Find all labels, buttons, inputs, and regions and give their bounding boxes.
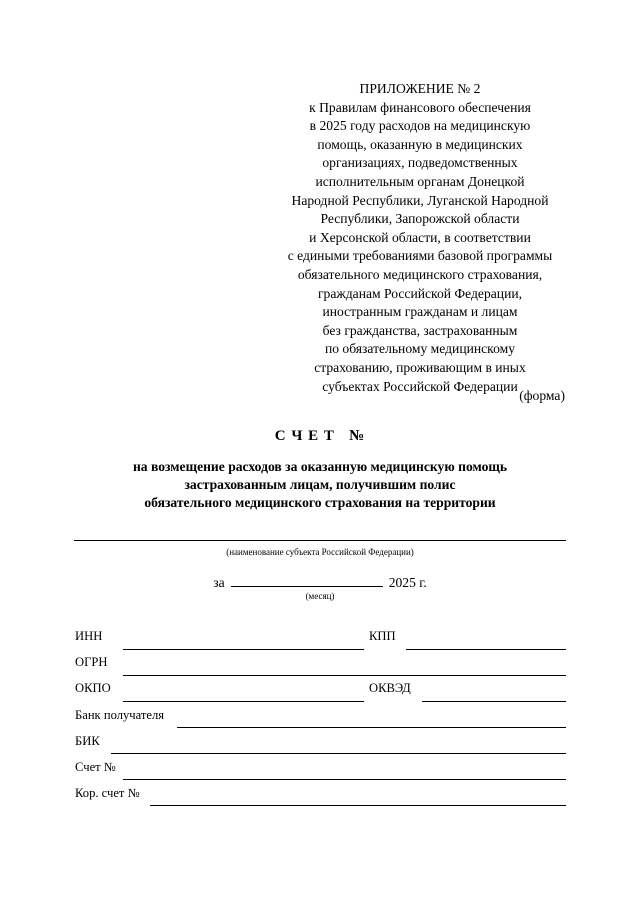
okpo-label: ОКПО — [75, 681, 111, 695]
kpp-label: КПП — [369, 629, 396, 643]
period-suffix: 2025 г. — [388, 575, 427, 590]
ogrn-label: ОГРН — [75, 655, 108, 669]
account-label: Счет № — [75, 760, 116, 774]
month-input-line[interactable] — [231, 572, 383, 587]
appendix-line: с едиными требованиями базовой программы — [287, 248, 553, 264]
corr-account-label: Кор. счет № — [75, 786, 140, 800]
appendix-header — [255, 80, 585, 396]
appendix-line: субъектах Российской Федерации — [322, 378, 518, 394]
okpo-input-line[interactable] — [123, 701, 364, 702]
appendix-line: к Правилам финансового обеспечения — [309, 99, 531, 115]
appendix-line: по обязательному медицинскому — [324, 341, 516, 357]
document-subtitle — [0, 458, 640, 513]
subtitle-line: застрахованным лицам, получившим полис — [184, 477, 456, 493]
form-label: (форма) — [519, 388, 565, 403]
corr-account-input-line[interactable] — [150, 805, 566, 806]
appendix-line: иностранным гражданам и лицам — [322, 304, 518, 320]
appendix-line: Республики, Запорожской области — [320, 211, 520, 227]
ogrn-input-line[interactable] — [123, 675, 566, 676]
subtitle-line: обязательного медицинского страхования на территории — [144, 495, 496, 511]
bik-input-line[interactable] — [111, 753, 566, 754]
appendix-line: без гражданства, застрахованным — [322, 322, 518, 338]
bank-input-line[interactable] — [177, 727, 566, 728]
appendix-line: ПРИЛОЖЕНИЕ № 2 — [359, 81, 481, 96]
okved-label: ОКВЭД — [369, 681, 411, 695]
appendix-line: обязательного медицинского страхования, — [297, 266, 543, 282]
okved-input-line[interactable] — [422, 701, 566, 702]
appendix-line: в 2025 году расходов на медицинскую — [309, 118, 531, 134]
subtitle-line: на возмещение расходов за оказанную медицинскую помощь — [132, 459, 508, 474]
kpp-input-line[interactable] — [406, 649, 566, 650]
region-input-line[interactable] — [74, 540, 566, 541]
bank-label: Банк получателя — [75, 708, 165, 722]
appendix-line: организациях, подведомственных — [322, 155, 518, 171]
appendix-line: помощь, оказанную в медицинских — [317, 136, 523, 152]
inn-input-line[interactable] — [123, 649, 364, 650]
bik-label: БИК — [75, 734, 100, 748]
document-title: С Ч Е Т № — [274, 428, 366, 444]
appendix-line: гражданам Российской Федерации, — [317, 285, 523, 301]
account-input-line[interactable] — [123, 779, 566, 780]
appendix-line: Народной Республики, Луганской Народной — [291, 192, 549, 208]
period-row — [0, 572, 640, 591]
appendix-line: страхованию, проживающим в иных — [314, 359, 526, 375]
appendix-line: исполнительным органам Донецкой — [315, 173, 525, 189]
month-hint: (месяц) — [305, 591, 335, 601]
inn-label: ИНН — [75, 629, 103, 643]
appendix-line: и Херсонской области, в соответствии — [309, 229, 531, 245]
period-prefix: за — [213, 575, 225, 590]
region-hint: (наименование субъекта Российской Федерации) — [226, 547, 414, 557]
